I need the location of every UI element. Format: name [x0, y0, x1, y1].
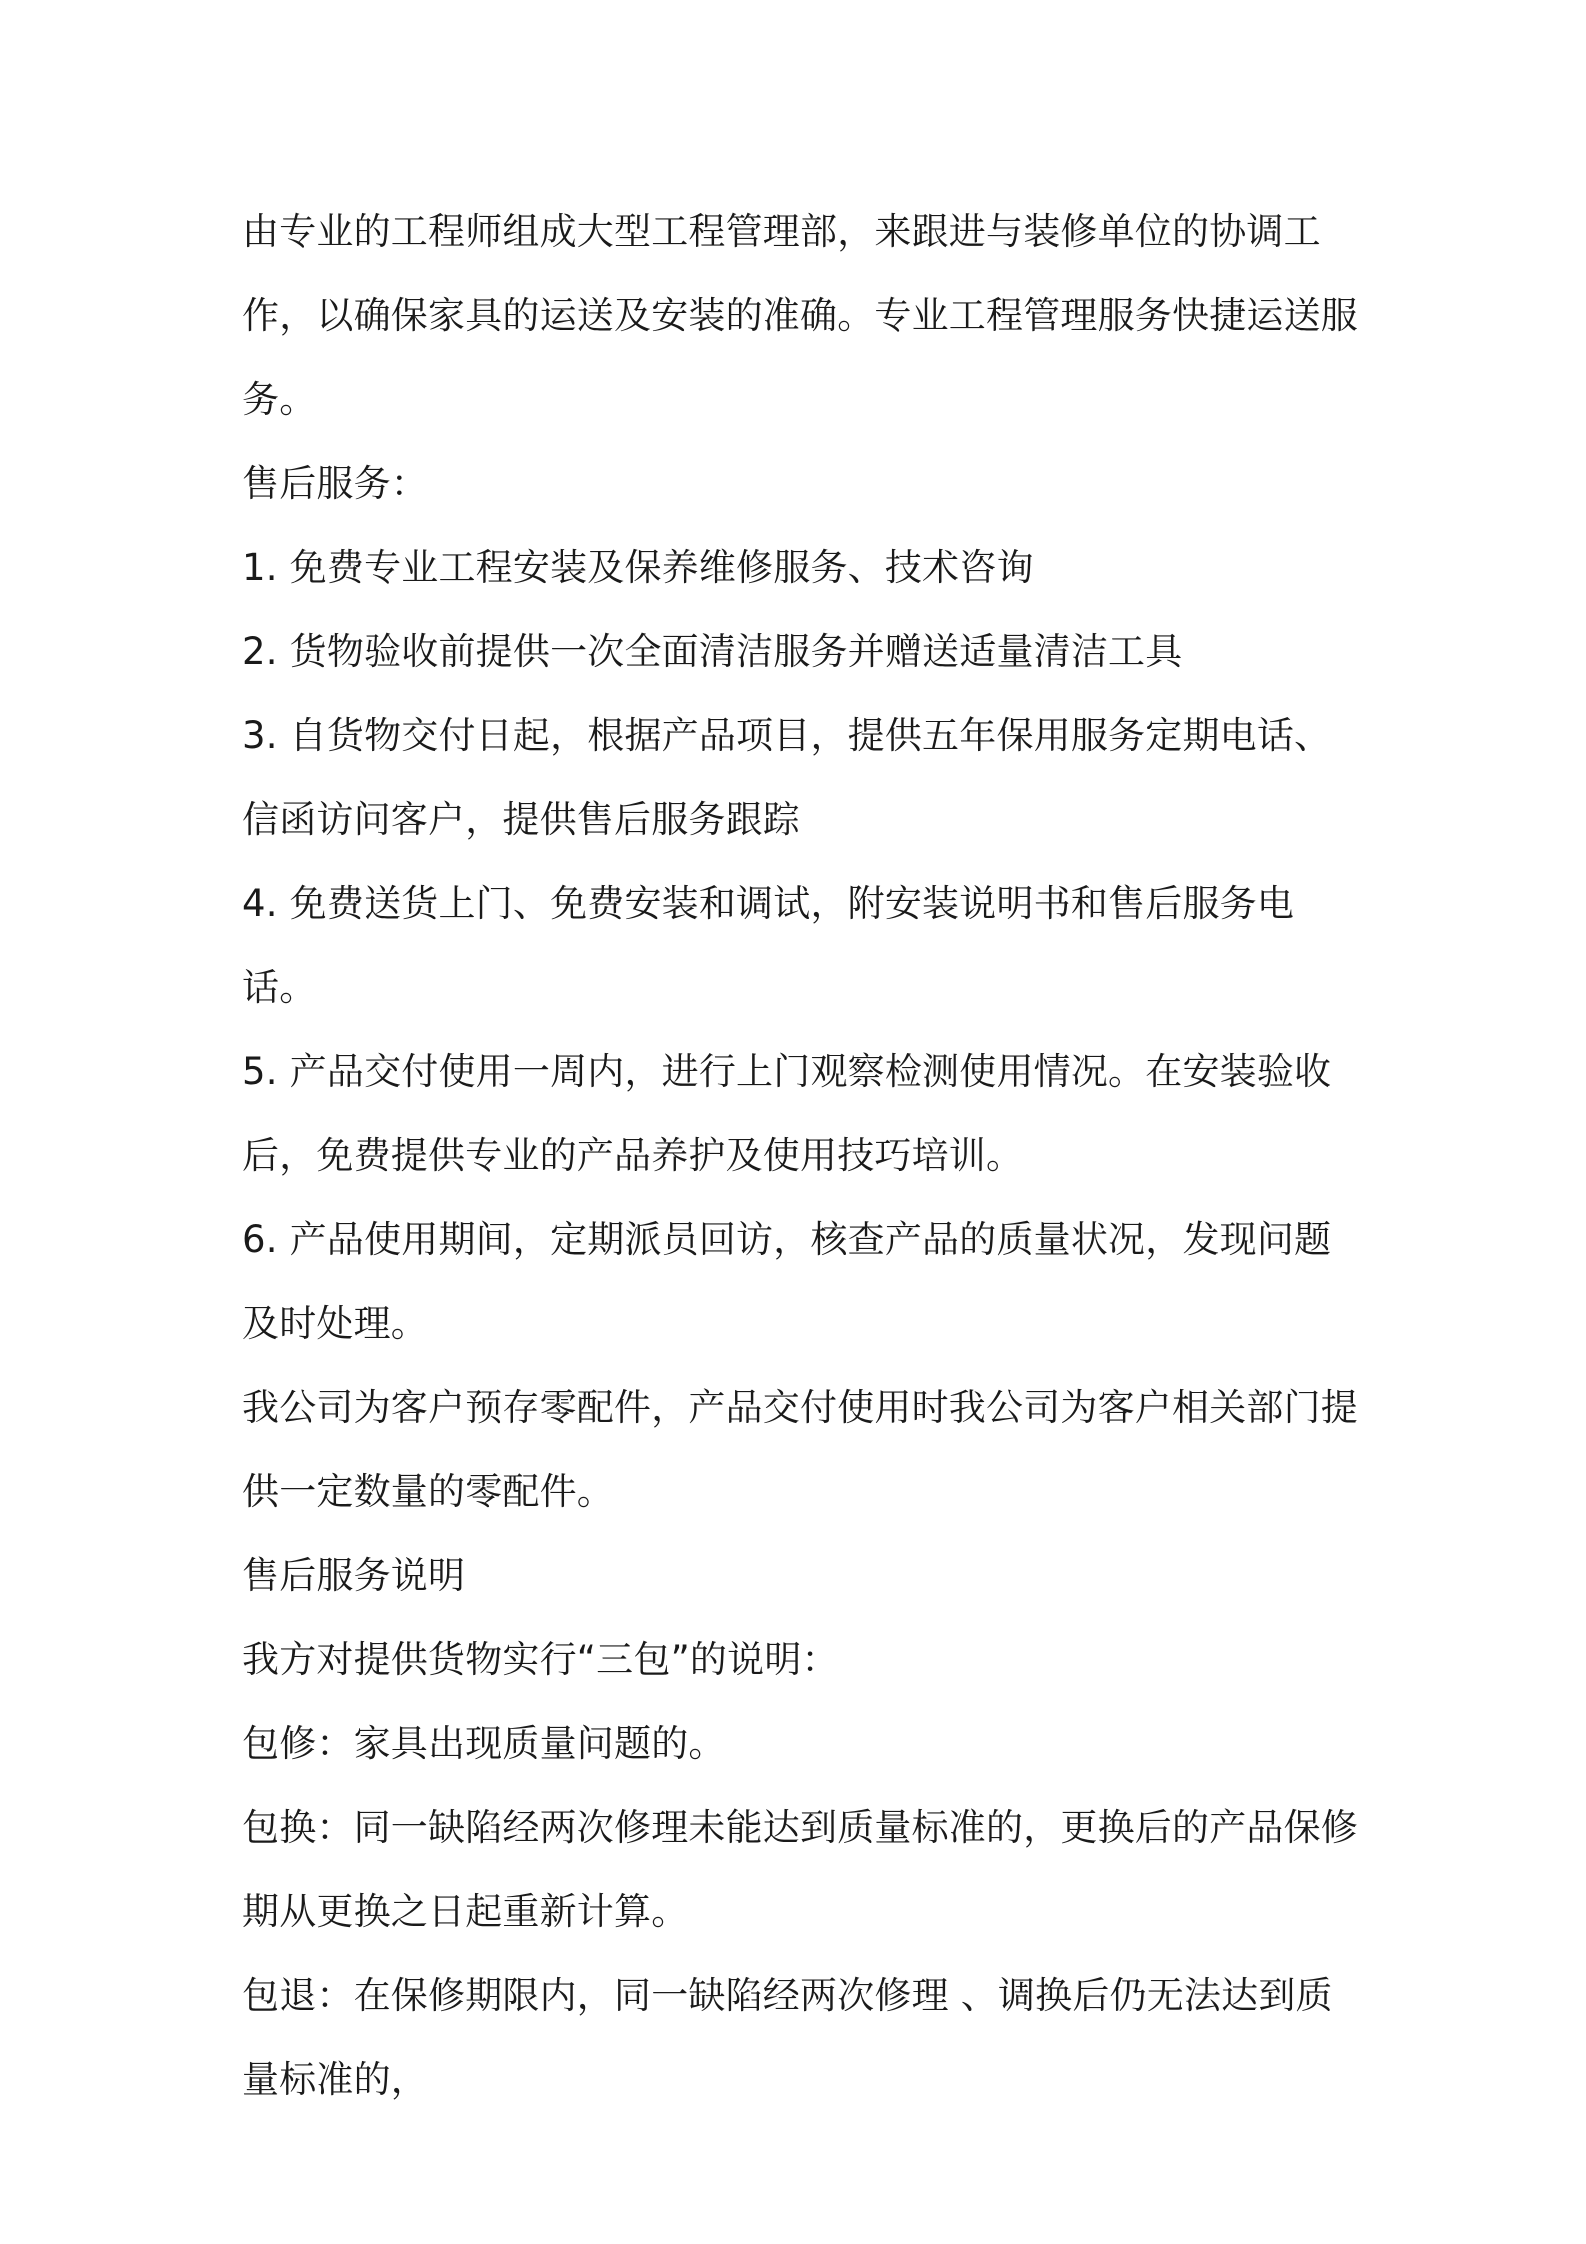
list-item-3: 3. 自货物交付日起，根据产品项目，提供五年保用服务定期电话、信函访问客户，提供售后服务跟踪 — [242, 714, 1332, 841]
document-body — [242, 190, 1362, 2122]
list-item-1: 1. 免费专业工程安装及保养维修服务、技术咨询 — [242, 546, 1034, 589]
paragraph-spare-parts: 我公司为客户预存零配件，产品交付使用时我公司为客户相关部门提供一定数量的零配件。 — [242, 1386, 1358, 1513]
heading-after-sales: 售后服务： — [242, 462, 428, 505]
list-item-6: 6. 产品使用期间，定期派员回访，核查产品的质量状况，发现问题及时处理。 — [242, 1218, 1332, 1345]
paragraph-three-guarantees: 我方对提供货物实行“三包”的说明： — [242, 1638, 839, 1681]
paragraph-repair: 包修：家具出现质量问题的。 — [242, 1722, 726, 1765]
list-item-4: 4. 免费送货上门、免费安装和调试，附安装说明书和售后服务电话。 — [242, 882, 1295, 1009]
heading-after-sales-notes: 售后服务说明 — [242, 1554, 466, 1597]
paragraph-intro: 由专业的工程师组成大型工程管理部，来跟进与装修单位的协调工作，以确保家具的运送及安装的准确。专业工程管理服务快捷运送服务。 — [242, 210, 1358, 421]
paragraph-exchange: 包换：同一缺陷经两次修理未能达到质量标准的，更换后的产品保修期从更换之日起重新计算。 — [242, 1806, 1358, 1933]
list-item-5: 5. 产品交付使用一周内，进行上门观察检测使用情况。在安装验收后，免费提供专业的产品养护及使用技巧培训。 — [242, 1050, 1332, 1177]
paragraph-return: 包退：在保修期限内，同一缺陷经两次修理 、调换后仍无法达到质量标准的， — [242, 1974, 1333, 2101]
list-item-2: 2. 货物验收前提供一次全面清洁服务并赠送适量清洁工具 — [242, 630, 1183, 673]
